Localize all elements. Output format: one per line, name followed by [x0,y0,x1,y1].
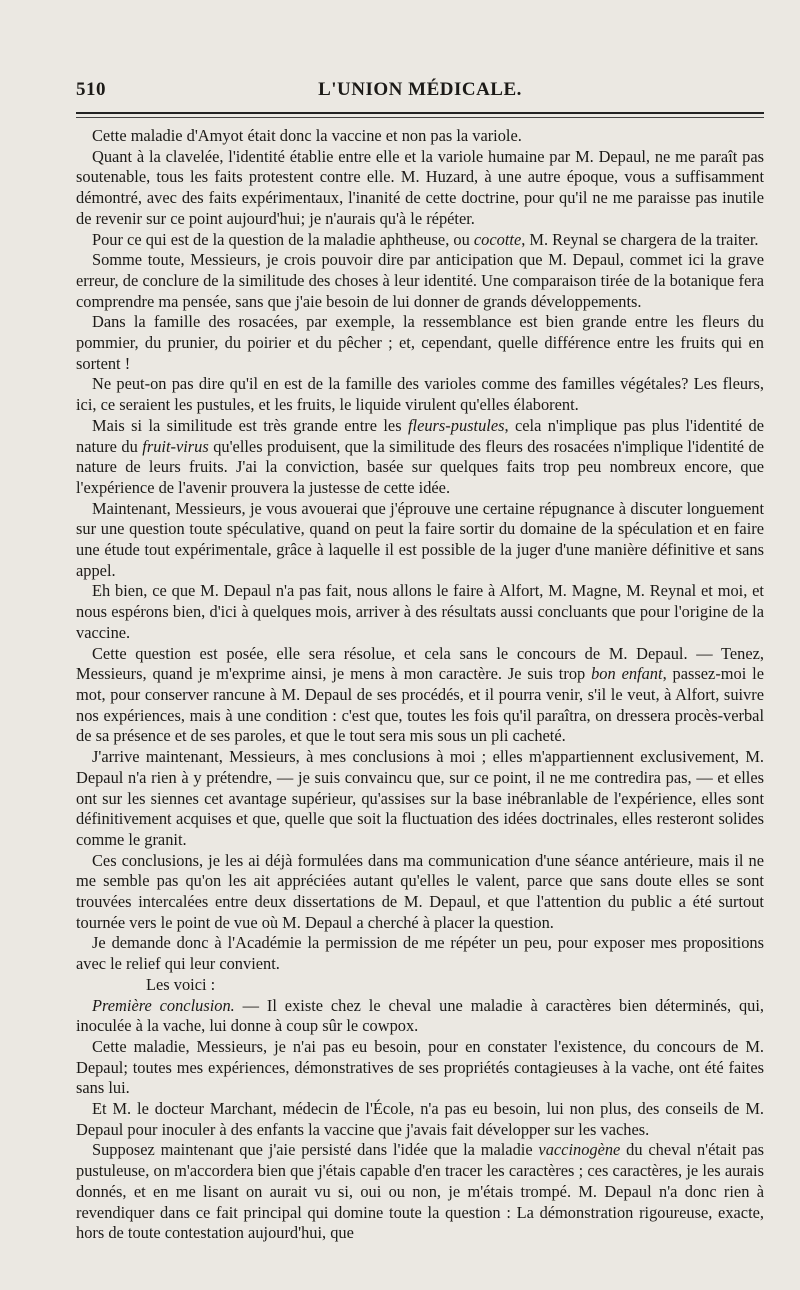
paragraph [76,230,764,251]
paragraph [76,1037,764,1099]
italic-text: Première conclusion. [92,995,235,1015]
paragraph-text: Supposez maintenant que j'aie persisté dans l'idée que la maladie [92,1140,539,1160]
italic-text: cocotte [473,229,522,249]
paragraph-text: Somme toute, Messieurs, je crois pouvoir dire par anticipation que M. Depaul, commet ici la grave erreur, de conclure de la similitude des choses à leur identité. Une comparaison tirée de la botanique fera comprendre ma pensée, sans que j'aie besoin de lui donner de grands développements. [76,250,764,311]
italic-text: fruit-virus [142,436,209,456]
paragraph [76,1140,764,1244]
paragraph-text: Dans la famille des rosacées, par exemple, la ressemblance est bien grande entre les fleurs du pommier, du prunier, du poirier et du pêcher ; et, cependant, quelle différence entre les fruits qui en sortent ! [76,312,764,373]
paragraph [76,996,764,1037]
paragraph-text: Ces conclusions, je les ai déjà formulées dans ma communication d'une séance antérieure, mais il ne me semble pas qu'on les ait appréciées autant qu'elles le valent, parce que sans doute elles se sont trouvées intercalées entre deux dissertations de M. Depaul, et que l'attention du public a été surtout tournée vers le point de vue où M. Depaul a cherché à placer la question. [76,850,764,932]
paragraph-text: , M. Reynal se chargera de la traiter. [521,229,759,249]
italic-text: fleurs-pustules [407,415,505,435]
paragraph [76,1099,764,1140]
body-text [76,126,764,1244]
page-header [76,76,764,104]
paragraph [76,975,764,996]
paragraph-text: Je demande donc à l'Académie la permission de me répéter un peu, pour exposer mes propositions avec le relief qui leur convient. [76,933,764,974]
paragraph-text: Mais si la similitude est très grande entre les [92,415,408,435]
paragraph [76,416,764,499]
paragraph [76,851,764,934]
paragraph-text: Ne peut-on pas dire qu'il en est de la famille des varioles comme des familles végétales? Les fleurs, ici, ce seraient les pustules, et les fruits, le liquide virulent qu'elles élaborent. [76,374,764,415]
paragraph [76,312,764,374]
paragraph [76,126,764,147]
paragraph-text: , passez-moi le mot, pour conserver rancune à M. Depaul de ses procédés, et il pourra venir, s'il le veut, à Alfort, suivre nos expériences, mais à une condition : c'est que, toutes les fois qu'il paraîtra, on dressera procès-verbal de sa présence et de ses paroles, et que le tout sera mis sous un pli cacheté. [76,664,765,746]
paragraph [76,250,764,312]
page-number: 510 [76,79,106,100]
paragraph-text: Cette question est posée, elle sera résolue, et cela sans le concours de M. Depaul. — Tenez, Messieurs, quand je m'exprime ainsi, je mens à mon caractère. Je suis trop [76,643,764,684]
paragraph-text: J'arrive maintenant, Messieurs, à mes conclusions à moi ; elles m'appartiennent exclusivement, M. Depaul n'a rien à y prétendre, — je suis convaincu que, sur ce point, il ne me contredira pas, — et elles ont sur les siennes cet avantage supérieur, qu'assises sur la base inébranlable de l'expérience, elles sont définitivement acquises et que, quelle que soit la fluctuation des idées doctrinales, elles resteront solides comme le granit. [76,747,764,849]
paragraph-text: Cette maladie d'Amyot était donc la vaccine et non pas la variole. [92,126,522,145]
paragraph-text: Les voici : [146,974,216,994]
paragraph-text: Cette maladie, Messieurs, je n'ai pas eu besoin, pour en constater l'existence, du concours de M. Depaul; toutes mes expériences, démonstratives de ses propriétés contagieuses à la vache, ont été faites sans lui. [76,1036,764,1098]
paragraph-text: Pour ce qui est de la question de la maladie aphtheuse, ou [92,229,474,249]
paragraph-text: Maintenant, Messieurs, je vous avouerai que j'éprouve une certaine répugnance à discuter longuement sur une question toute spéculative, quand on peut la faire sortir du domaine de la spéculation et en faire une étude tout expérimentale, grâce à laquelle il est possible de la juger d'une manière définitive et sans appel. [76,498,764,580]
paragraph [76,933,764,974]
paragraph-text: du cheval n'était pas pustuleuse, on m'accordera bien que j'étais capable d'en tracer les caractères ; ces caractères, je les aurais donnés, et en me lisant on aurait vu si, oui ou non, je m'étais trompé. M. Depaul n'a donc rien à revendiquer dans ce fait principal qui domine toute la question : La démonstration rigoureuse, exacte, hors de toute contestation aujourd'hui, que [76,1140,764,1243]
paragraph-text: Eh bien, ce que M. Depaul n'a pas fait, nous allons le faire à Alfort, M. Magne, M. Reynal et moi, et nous espérons bien, d'ici à quelques mois, arriver à des résultats aussi concluants que pour l'origine de la vaccine. [76,581,764,642]
paragraph [76,147,764,230]
header-rule [76,112,764,118]
paragraph [76,374,764,415]
running-head: L'UNION MÉDICALE. [318,79,522,100]
italic-text: vaccinogène [538,1140,621,1160]
paragraph [76,581,764,643]
paragraph-text: Quant à la clavelée, l'identité établie entre elle et la variole humaine par M. Depaul, ne me paraît pas soutenable, tous les faits protestent contre elle. M. Huzard, à une autre époque, vous a suffisamment démontré, avec des faits expérimentaux, l'inanité de cette doctrine, pour qu'il ne me paraisse pas inutile de revenir sur ce point aujourd'hui; je n'aurais qu'à le répéter. [76,146,764,228]
paragraph [76,644,764,748]
paragraph [76,499,764,582]
italic-text: bon enfant [591,664,663,684]
paragraph-text: , cela n'implique pas plus l'identité de nature du [76,415,764,456]
paragraph-text: — Il existe chez le cheval une maladie à caractères bien déterminés, qui, inoculée à la vache, lui donne à coup sûr le cowpox. [76,995,764,1036]
paragraph-text: Et M. le docteur Marchant, médecin de l'École, n'a pas eu besoin, lui non plus, des conseils de M. Depaul pour inoculer à des enfants la vaccine que j'avais fait développer sur les vaches. [76,1099,764,1139]
paragraph [76,747,764,851]
paragraph-text: qu'elles produisent, que la similitude des fleurs des rosacées n'implique l'identité de nature de leurs fruits. J'ai la conviction, basée sur quelques faits trop peu nombreux encore, que l'expérience de l'avenir prouvera la justesse de cette idée. [76,436,765,497]
